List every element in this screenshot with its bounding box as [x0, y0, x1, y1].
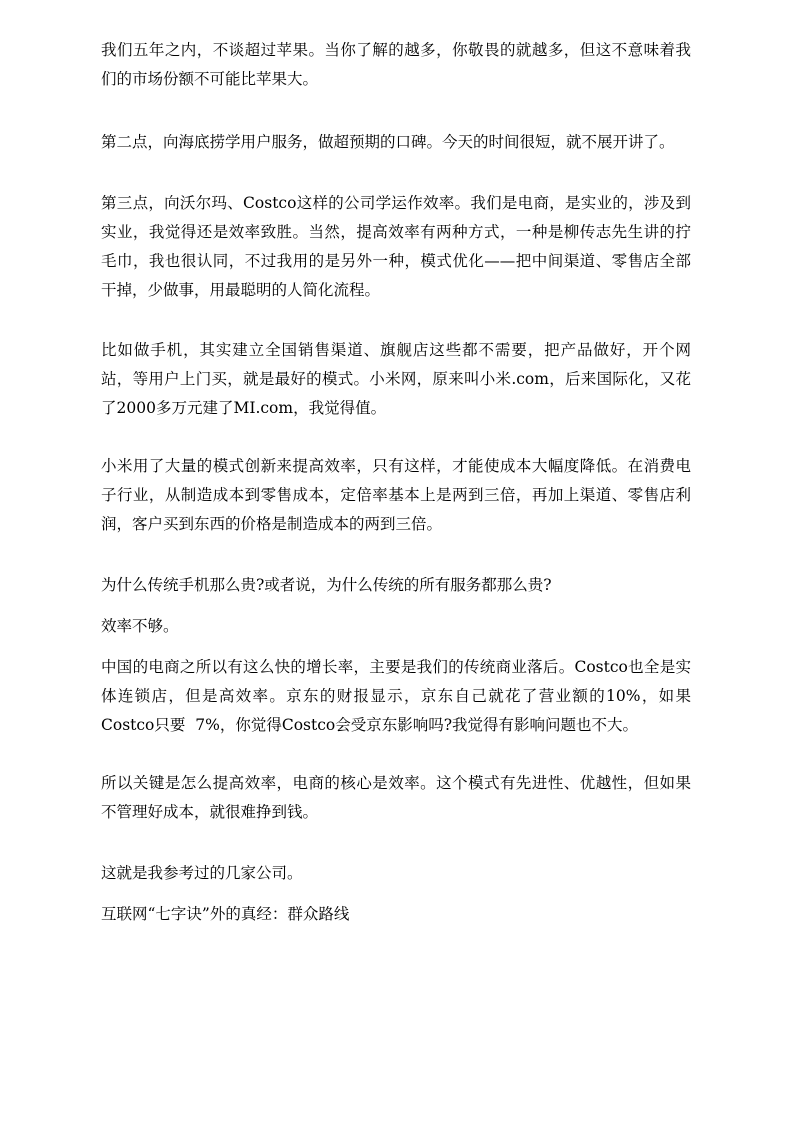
text-line: 互联网“七字诀”外的真经：群众路线 — [101, 905, 350, 923]
text-line: 这就是我参考过的几家公司。 — [101, 864, 303, 882]
text-line: 不管理好成本，就很难挣到钱。 — [101, 803, 319, 821]
text-line: 干掉，少做事，用最聪明的人简化流程。 — [101, 281, 381, 299]
text-line: 效率不够。 — [101, 617, 179, 635]
paragraph — [101, 900, 691, 929]
text-line: 第三点，向沃尔玛、Costco这样的公司学运作效率。我们是电商，是实业的，涉及到 — [101, 194, 691, 212]
text-line: 子行业，从制造成本到零售成本，定倍率基本上是两到三倍，再加上渠道、零售店利 — [101, 486, 691, 504]
text-line: 体连锁店，但是高效率。京东的财报显示，京东自己就花了营业额的10%，如果 — [101, 687, 691, 705]
text-line: Costco只要 7%，你觉得Costco会受京东影响吗?我觉得有影响问题也不大。 — [101, 716, 639, 734]
paragraph — [101, 336, 691, 423]
text-line: 第二点，向海底捞学用户服务，做超预期的口碑。今天的时间很短，就不展开讲了。 — [101, 133, 675, 151]
text-line: 润，客户买到东西的价格是制造成本的两到三倍。 — [101, 515, 443, 533]
paragraph — [101, 571, 691, 600]
paragraph — [101, 189, 691, 305]
text-line: 我们五年之内，不谈超过苹果。当你了解的越多，你敬畏的就越多，但这不意味着我 — [101, 41, 691, 59]
text-line: 毛巾，我也很认同，不过我用的是另外一种，模式优化——把中间渠道、零售店全部 — [101, 252, 691, 270]
paragraph — [101, 612, 691, 641]
paragraph — [101, 36, 691, 94]
text-line: 们的市场份额不可能比苹果大。 — [101, 70, 319, 88]
paragraph — [101, 128, 691, 157]
text-line: 小米用了大量的模式创新来提高效率，只有这样，才能使成本大幅度降低。在消费电 — [101, 457, 691, 475]
paragraph — [101, 452, 691, 539]
text-line: 中国的电商之所以有这么快的增长率，主要是我们的传统商业落后。Costco也全是实 — [101, 658, 691, 676]
text-line: 比如做手机，其实建立全国销售渠道、旗舰店这些都不需要，把产品做好，开个网 — [101, 341, 691, 359]
text-line: 为什么传统手机那么贵?或者说，为什么传统的所有服务都那么贵? — [101, 576, 552, 594]
paragraph — [101, 653, 691, 740]
paragraph — [101, 859, 691, 888]
text-line: 了2000多万元建了MI.com，我觉得值。 — [101, 399, 387, 417]
text-line: 实业，我觉得还是效率致胜。当然，提高效率有两种方式，一种是柳传志先生讲的拧 — [101, 223, 691, 241]
paragraph — [101, 769, 691, 827]
text-line: 所以关键是怎么提高效率，电商的核心是效率。这个模式有先进性、优越性，但如果 — [101, 774, 691, 792]
text-line: 站，等用户上门买，就是最好的模式。小米网，原来叫小米.com，后来国际化，又花 — [101, 370, 691, 388]
